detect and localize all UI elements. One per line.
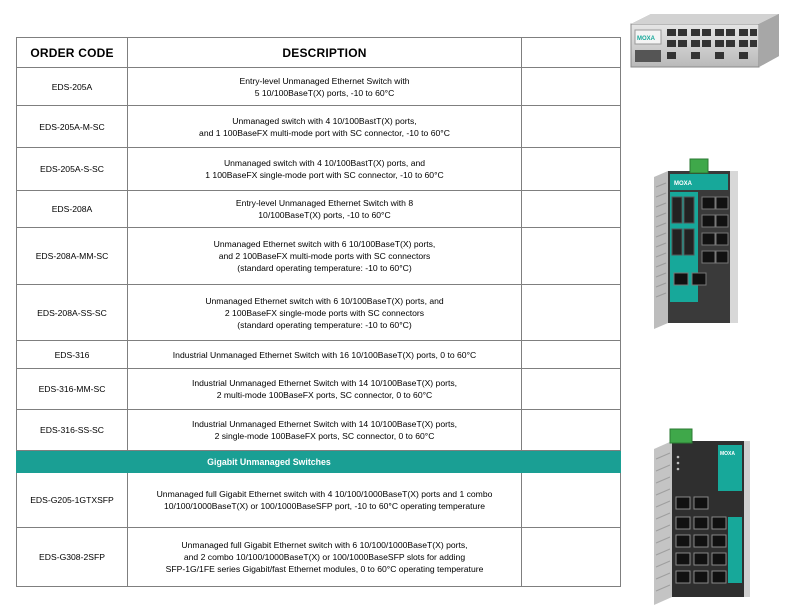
order-code-cell: EDS-205A-M-SC [17,106,128,148]
rack-switch-photo [629,12,781,69]
table-row [17,285,621,341]
eds208-brand-logo: MOXA [674,181,692,187]
description-line: Unmanaged Ethernet switch with 6 10/100BaseT(X) ports, and [205,295,444,306]
description-line: Unmanaged Ethernet switch with 6 10/100BaseT(X) ports, [213,239,436,249]
order-code-cell: EDS-316-MM-SC [17,369,128,410]
description-cell [128,106,522,148]
description-line: Unmanaged full Gigabit Ethernet switch with 4 10/100/1000BaseT(X) ports and 1 combo [156,489,493,499]
header-blank [522,38,621,68]
order-code-cell: EDS-316-SS-SC [17,410,128,451]
description-line: Industrial Unmanaged Ethernet Switch with 14 10/100BaseT(X) ports, [191,419,458,429]
order-code-cell: EDS-G308-2SFP [17,528,128,587]
description-cell [128,473,522,528]
description-cell [128,285,522,341]
description-line: 10/100/1000BaseT(X) or 100/1000BaseSFP port, -10 to 60°C operating temperature [164,501,485,511]
table-row [17,473,621,528]
description-cell [128,148,522,191]
image-cell [522,68,621,106]
description-line: Entry-level Unmanaged Ethernet Switch with [239,75,410,86]
description-line: and 2 combo 10/100/1000BaseT(X) or 100/1000BaseSFP slots for adding [183,552,466,562]
description-line: 2 100BaseFX single-mode ports with SC connectors [224,307,425,318]
description-cell [128,369,522,410]
description-line: 2 multi-mode 100BaseFX ports, SC connector, 0 to 60°C [216,390,433,400]
image-cell [522,528,621,587]
table-row [17,148,621,191]
description-line: 2 single-mode 100BaseFX ports, SC connector, 0 to 60°C [214,431,435,441]
image-cell [522,191,621,228]
image-cell [522,473,621,528]
description-line: SFP-1G/1FE series Gigabit/fast Ethernet modules, 0 to 60°C operating temperature [165,564,484,574]
table-row [17,410,621,451]
description-line: Industrial Unmanaged Ethernet Switch with 16 10/100BaseT(X) ports, 0 to 60°C [172,349,477,360]
table-row [17,68,621,106]
table-row [17,369,621,410]
eds-208a-photo [650,157,743,330]
rack-brand-logo: MOXA [637,36,655,42]
description-line: 1 100BaseFX single-mode port with SC connector, -10 to 60°C [205,170,444,180]
table-row [17,228,621,285]
order-code-cell: EDS-208A [17,191,128,228]
description-line: and 1 100BaseFX multi-mode port with SC connector, -10 to 60°C [199,127,450,138]
header-row [17,38,621,68]
description-line: Unmanaged full Gigabit Ethernet switch with 6 10/100/1000BaseT(X) ports, [181,540,468,550]
section-blank-cell [522,451,621,473]
table-row [17,341,621,369]
order-code-cell: EDS-G205-1GTXSFP [17,473,128,528]
image-cell [522,228,621,285]
order-code-cell: EDS-316 [17,341,128,369]
description-line: Unmanaged switch with 4 10/100BastT(X) ports, [232,115,417,126]
image-cell [522,148,621,191]
order-code-cell: EDS-208A-SS-SC [17,285,128,341]
eds-g308-photo [652,427,752,605]
description-line: Unmanaged switch with 4 10/100BastT(X) ports, and [223,158,426,168]
table-body [17,68,621,587]
description-line: (standard operating temperature: -10 to 60°C) [237,263,412,273]
header-description: DESCRIPTION [128,38,522,68]
description-cell [128,528,522,587]
image-cell [522,285,621,341]
table-row [17,106,621,148]
order-code-table [16,37,621,587]
image-cell [522,341,621,369]
description-cell [128,191,522,228]
section-title-gigabit: Gigabit Unmanaged Switches [17,451,522,473]
order-code-cell: EDS-205A [17,68,128,106]
description-line: and 2 100BaseFX multi-mode ports with SC connectors [218,251,431,261]
description-cell [128,341,522,369]
order-code-cell: EDS-205A-S-SC [17,148,128,191]
image-cell [522,106,621,148]
description-line: Industrial Unmanaged Ethernet Switch with 14 10/100BaseT(X) ports, [191,378,458,388]
header-order-code: ORDER CODE [17,38,128,68]
description-line: 5 10/100BaseT(X) ports, -10 to 60°C [254,87,395,98]
table-row [17,191,621,228]
section-header-row [17,451,621,473]
description-cell [128,410,522,451]
description-cell [128,68,522,106]
image-cell [522,369,621,410]
table-row [17,528,621,587]
order-code-cell: EDS-208A-MM-SC [17,228,128,285]
description-cell [128,228,522,285]
product-table-container [16,37,620,603]
description-line: (standard operating temperature: -10 to 60°C) [237,319,412,330]
description-line: Entry-level Unmanaged Ethernet Switch with 8 [235,198,414,208]
description-line: 10/100BaseT(X) ports, -10 to 60°C [258,210,391,220]
image-cell [522,410,621,451]
g308-brand-logo: MOXA [720,451,735,457]
